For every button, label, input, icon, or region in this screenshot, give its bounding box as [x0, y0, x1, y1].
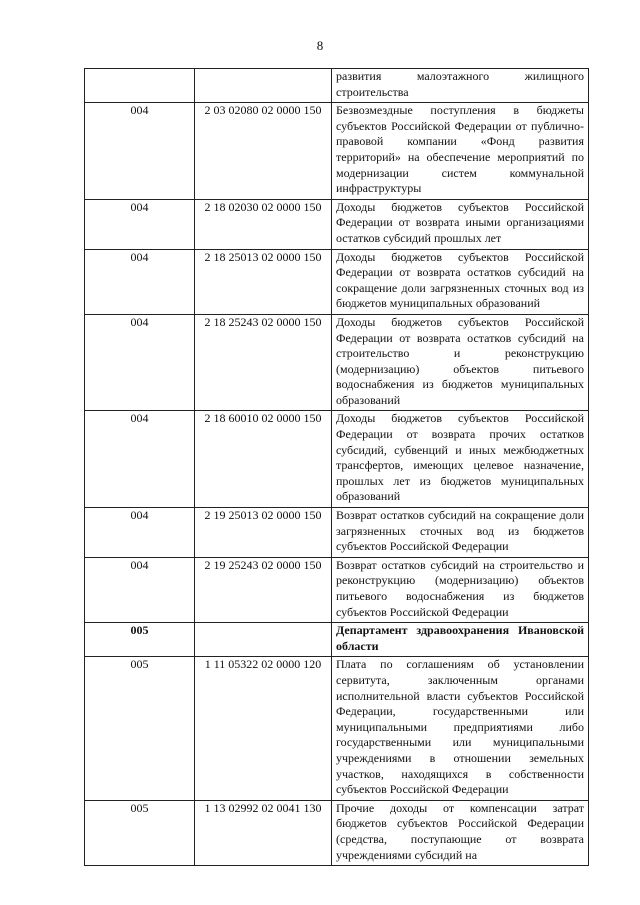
admin-code-cell: 004 [85, 411, 195, 508]
revenue-codes-table [84, 68, 589, 866]
table-row [85, 557, 589, 622]
table-row [85, 411, 589, 508]
admin-code-cell: 005 [85, 800, 195, 865]
table-row [85, 199, 589, 249]
description-cell: Прочие доходы от компенсации затрат бюджетов субъектов Российской Федерации (средства, поступающие от возврата учреждениями субсидий на [332, 800, 589, 865]
description-cell: Доходы бюджетов субъектов Российской Федерации от возврата остатков субсидий на сокращение доли загрязненных сточных вод из бюджетов муниципальных образований [332, 249, 589, 314]
revenue-code-cell: 1 13 02992 02 0041 130 [195, 800, 332, 865]
table-row [85, 103, 589, 200]
description-cell: Департамент здравоохранения Ивановской области [332, 623, 589, 657]
description-cell: Доходы бюджетов субъектов Российской Федерации от возврата иными организациями остатков субсидий прошлых лет [332, 199, 589, 249]
revenue-code-cell: 1 11 05322 02 0000 120 [195, 657, 332, 800]
table-row [85, 249, 589, 314]
table-body [85, 69, 589, 866]
revenue-code-cell: 2 18 60010 02 0000 150 [195, 411, 332, 508]
admin-code-cell: 005 [85, 623, 195, 657]
description-cell: Безвозмездные поступления в бюджеты субъектов Российской Федерации от публично-правовой компании «Фонд развития территорий» на обеспечение мероприятий по модернизации систем коммунальной инфраструктуры [332, 103, 589, 200]
description-cell: Возврат остатков субсидий на сокращение доли загрязненных сточных вод из бюджетов субъектов Российской Федерации [332, 508, 589, 558]
revenue-code-cell: 2 19 25013 02 0000 150 [195, 508, 332, 558]
revenue-code-cell: 2 03 02080 02 0000 150 [195, 103, 332, 200]
table-row [85, 657, 589, 800]
revenue-code-cell: 2 18 25013 02 0000 150 [195, 249, 332, 314]
admin-code-cell: 004 [85, 249, 195, 314]
revenue-code-cell: 2 18 25243 02 0000 150 [195, 314, 332, 411]
description-cell: Доходы бюджетов субъектов Российской Федерации от возврата остатков субсидий на строительство и реконструкцию (модернизацию) объектов питьевого водоснабжения из бюджетов муниципальных образований [332, 314, 589, 411]
admin-code-cell [85, 69, 195, 103]
description-cell: Доходы бюджетов субъектов Российской Федерации от возврата прочих остатков субсидий, субвенций и иных межбюджетных трансфертов, имеющих целевое назначение, прошлых лет из бюджетов муниципальных образований [332, 411, 589, 508]
revenue-code-cell [195, 623, 332, 657]
admin-code-cell: 004 [85, 103, 195, 200]
admin-code-cell: 005 [85, 657, 195, 800]
revenue-code-cell: 2 18 02030 02 0000 150 [195, 199, 332, 249]
table-row [85, 69, 589, 103]
admin-code-cell: 004 [85, 314, 195, 411]
description-cell: Плата по соглашениям об установлении сервитута, заключенным органами исполнительной власти субъектов Российской Федерации, государственными или муниципальными предприятиями либо государственными или муниципальными учреждениями в отношении земельных участков, находящихся в собственности субъектов Российской Федерации [332, 657, 589, 800]
table-row [85, 800, 589, 865]
description-cell: развития малоэтажного жилищного строительства [332, 69, 589, 103]
table-row [85, 508, 589, 558]
table-row [85, 314, 589, 411]
page-number: 8 [316, 38, 324, 53]
revenue-code-cell [195, 69, 332, 103]
description-cell: Возврат остатков субсидий на строительство и реконструкцию (модернизацию) объектов питьевого водоснабжения из бюджетов субъектов Российской Федерации [332, 557, 589, 622]
revenue-code-cell: 2 19 25243 02 0000 150 [195, 557, 332, 622]
admin-code-cell: 004 [85, 508, 195, 558]
admin-code-cell: 004 [85, 199, 195, 249]
section-header-row [85, 623, 589, 657]
admin-code-cell: 004 [85, 557, 195, 622]
